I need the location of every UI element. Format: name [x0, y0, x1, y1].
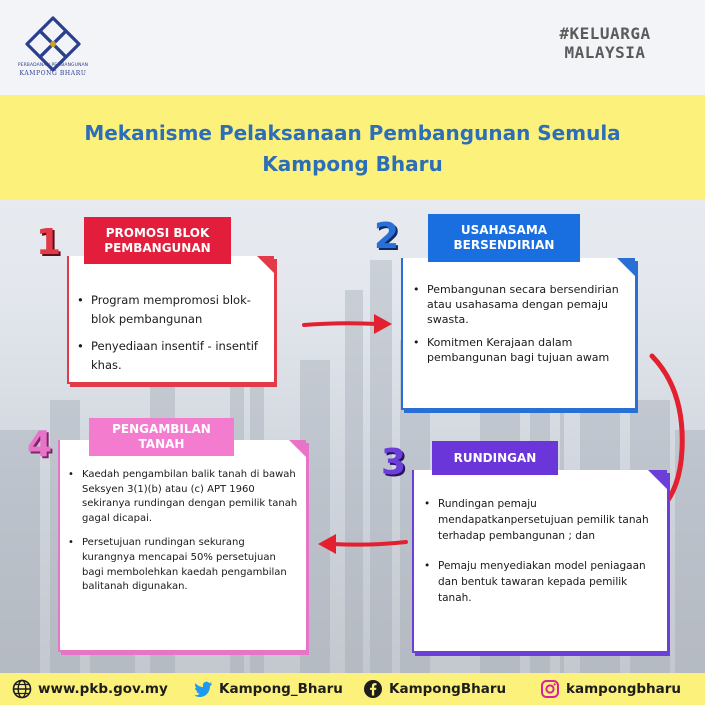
card-corner-2 [617, 258, 635, 276]
website-text: www.pkb.gov.my [38, 681, 168, 697]
bullet-item: • Program mempromosi blok-blok pembangunan [77, 291, 267, 329]
globe-icon [12, 679, 32, 699]
step-number-3: 3 [381, 442, 407, 483]
logo-text-line1: PERBADANAN PEMBANGUNAN [17, 63, 89, 68]
card-corner-1 [257, 256, 274, 273]
arrow-step1-to-step2 [300, 308, 400, 338]
step-number-4: 4 [27, 424, 53, 465]
twitter-text: Kampong_Bharu [219, 681, 343, 697]
bullet-item: • Rundingan pemaju mendapatkanpersetujuan pemilik tanah terhadap pembangunan ; dan [424, 496, 662, 544]
twitter-bird-icon [193, 679, 213, 699]
step-label-1: PROMOSI BLOK PEMBANGUNAN [84, 217, 231, 264]
instagram-text: kampongbharu [566, 681, 682, 697]
arrow-step3-to-step4 [310, 530, 410, 560]
step-1-bullets [77, 291, 267, 383]
step-4-bullets [68, 468, 300, 605]
keluarga-malaysia-hashtag [535, 24, 675, 62]
bullet-item: • Pembangunan secara bersendirian atau usahasama dengan pemaju swasta. [413, 282, 628, 327]
step-3-bullets [424, 496, 662, 620]
page-title-line2: Kampong Bharu [262, 152, 443, 176]
logo-text-line2: KAMPONG BHARU [19, 70, 87, 77]
instagram-link[interactable] [540, 679, 681, 699]
bullet-item: • Kaedah pengambilan balik tanah di bawah Seksyen 3(1)(b) atau (c) APT 1960 sekiranya rundingan dengan pemilik tanah gagal dicapai. [68, 468, 300, 526]
hashtag-line2: MALAYSIA [564, 43, 646, 62]
step-2-bullets [413, 282, 628, 373]
card-corner-3 [648, 470, 667, 489]
facebook-link[interactable] [363, 679, 506, 699]
twitter-link[interactable] [193, 679, 343, 699]
step-label-2: USAHASAMA BERSENDIRIAN [428, 214, 580, 262]
facebook-text: KampongBharu [389, 681, 507, 697]
step-number-1: 1 [36, 222, 62, 263]
page-title-line1: Mekanisme Pelaksanaan Pembangunan Semula [84, 121, 621, 145]
step-label-4: PENGAMBILAN TANAH [89, 418, 234, 456]
page-title [0, 118, 705, 180]
bullet-item: • Persetujuan rundingan sekurang kurangnya mencapai 50% persetujuan bagi membolehkan kaedah pengambilan balitanah digunakan. [68, 536, 300, 594]
bullet-item: • Pemaju menyediakan model peniagaan dan bentuk tawaran kepada pemilik tanah. [424, 558, 662, 606]
instagram-icon [540, 679, 560, 699]
website-link[interactable] [12, 679, 168, 699]
bullet-item: • Komitmen Kerajaan dalam pembangunan bagi tujuan awam [413, 335, 628, 365]
hashtag-line1: #KELUARGA [559, 24, 651, 43]
bullet-item: • Penyediaan insentif - insentif khas. [77, 337, 267, 375]
step-number-2: 2 [374, 216, 400, 257]
facebook-icon [363, 679, 383, 699]
card-corner-4 [289, 440, 306, 457]
step-label-3: RUNDINGAN [432, 441, 558, 475]
